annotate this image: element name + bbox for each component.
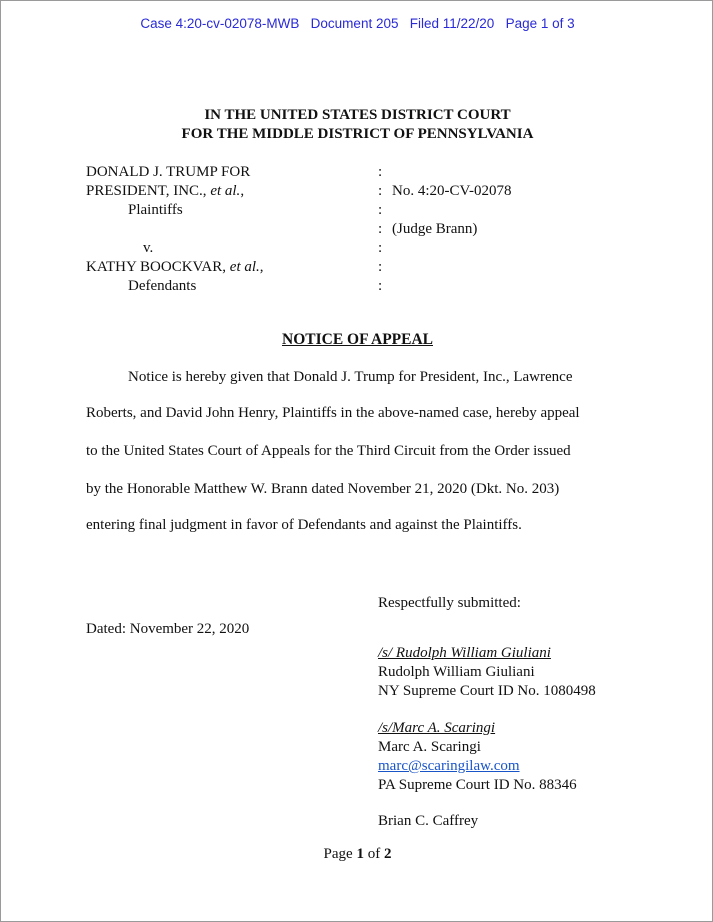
notice-body-line: Notice is hereby given that Donald J. Trump for President, Inc., Lawrence <box>128 369 573 385</box>
caption-colon: : <box>378 278 383 294</box>
caption-colon: : <box>378 259 383 275</box>
filed-date-header: Filed 11/22/20 <box>409 16 495 31</box>
plaintiff-name-line2 <box>86 182 244 201</box>
versus-label: v. <box>143 240 154 256</box>
attorney-name-caffrey: Brian C. Caffrey <box>378 813 479 829</box>
footer-page-label: Page <box>323 846 357 862</box>
plaintiff-et-al: et al. <box>210 183 241 199</box>
page-count-header: Page 1 of 3 <box>505 16 575 31</box>
signature-giuliani: /s/ Rudolph William Giuliani <box>378 645 551 661</box>
footer-total-pages: 2 <box>383 846 392 862</box>
respectfully-submitted: Respectfully submitted: <box>378 595 521 611</box>
plaintiff-comma: , <box>240 183 245 199</box>
plaintiff-name-line1: DONALD J. TRUMP FOR <box>86 164 251 180</box>
case-number-header: Case 4:20-cv-02078-MWB <box>140 16 300 31</box>
defendant-et-al: et al. <box>229 259 260 275</box>
notice-body-line: by the Honorable Matthew W. Brann dated November 21, 2020 (Dkt. No. 203) <box>86 481 560 497</box>
caption-colon: : <box>378 202 383 218</box>
defendant-name <box>86 258 264 277</box>
document-title: NOTICE OF APPEAL <box>282 331 433 348</box>
defendants-label: Defendants <box>128 278 197 294</box>
footer-current-page: 1 <box>356 846 364 862</box>
notice-body-line: Roberts, and David John Henry, Plaintiffs in the above-named case, hereby appeal <box>86 405 580 421</box>
attorney-name-scaringi: Marc A. Scaringi <box>378 739 481 755</box>
ecf-header <box>1 16 713 31</box>
caption-colon: : <box>378 164 383 180</box>
email-link-scaringi[interactable]: marc@scaringilaw.com <box>378 758 520 774</box>
caption-colon: : <box>378 221 383 237</box>
plaintiff-name-text: PRESIDENT, INC., <box>86 183 211 199</box>
caption-colon: : <box>378 183 383 199</box>
signature-scaringi: /s/Marc A. Scaringi <box>378 720 496 736</box>
defendant-comma: , <box>259 259 264 275</box>
defendant-name-text: KATHY BOOCKVAR, <box>86 259 230 275</box>
docket-number: No. 4:20-CV-02078 <box>392 183 512 199</box>
court-name-line2: FOR THE MIDDLE DISTRICT OF PENNSYLVANIA <box>181 126 534 142</box>
document-number-header: Document 205 <box>310 16 399 31</box>
plaintiffs-label: Plaintiffs <box>128 202 183 218</box>
notice-body-line: entering final judgment in favor of Defendants and against the Plaintiffs. <box>86 517 522 533</box>
dated-line: Dated: November 22, 2020 <box>86 621 250 637</box>
notice-body-line: to the United States Court of Appeals for the Third Circuit from the Order issued <box>86 443 571 459</box>
judge-name: (Judge Brann) <box>392 221 478 237</box>
attorney-id-giuliani: NY Supreme Court ID No. 1080498 <box>378 683 596 699</box>
page-footer <box>1 846 713 863</box>
caption-colon: : <box>378 240 383 256</box>
court-name-line1: IN THE UNITED STATES DISTRICT COURT <box>204 107 511 123</box>
attorney-name-giuliani: Rudolph William Giuliani <box>378 664 535 680</box>
footer-of-label: of <box>363 846 384 862</box>
attorney-id-scaringi: PA Supreme Court ID No. 88346 <box>378 777 577 793</box>
